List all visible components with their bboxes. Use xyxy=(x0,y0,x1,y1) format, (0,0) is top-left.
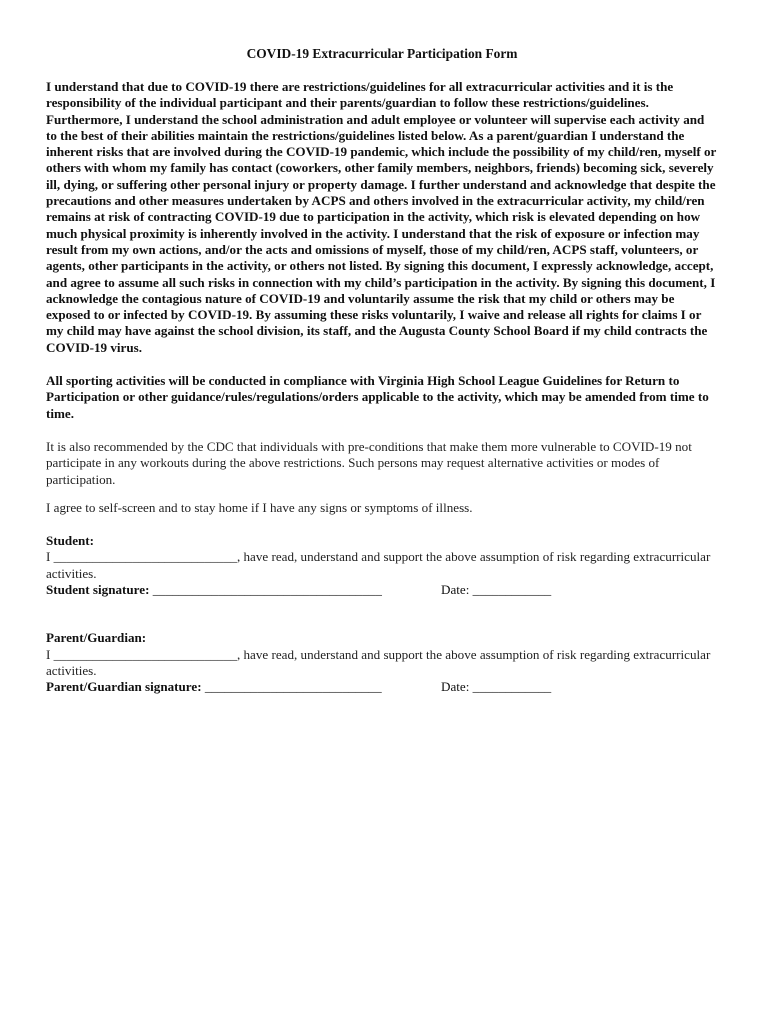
self-screen-paragraph: I agree to self-screen and to stay home if I have any signs or symptoms of illness. xyxy=(46,499,473,515)
parent-section xyxy=(46,630,718,695)
student-heading: Student: xyxy=(46,533,95,549)
student-signature-label: Student signature: xyxy=(46,582,150,598)
student-date-field[interactable]: ____________ xyxy=(472,582,552,598)
student-signature-field[interactable]: ___________________________________ xyxy=(152,582,382,598)
parent-statement: I ____________________________, have read, understand and support the above assumption of risk regarding extracurricular activities. xyxy=(46,646,711,678)
student-statement: I ____________________________, have read, understand and support the above assumption of risk regarding extracurricular activities. xyxy=(46,549,711,581)
parent-heading: Parent/Guardian: xyxy=(46,630,147,646)
student-date-label: Date: xyxy=(441,582,470,598)
vhsl-compliance-paragraph: All sporting activities will be conducted in compliance with Virginia High School League Guidelines for Return to Participation or other guidance/rules/regulations/orders applicable to the activity, which may be amended from time to time. xyxy=(46,373,709,421)
student-section xyxy=(46,533,718,598)
page-title: COVID-19 Extracurricular Participation Form xyxy=(246,46,518,61)
parent-date-label: Date: xyxy=(441,679,470,695)
parent-signature-field[interactable]: ___________________________ xyxy=(204,679,382,695)
cdc-recommendation-paragraph: It is also recommended by the CDC that individuals with pre-conditions that make them more vulnerable to COVID-19 not participate in any workouts during the above restrictions. Such persons may request alternative activities or modes of participation. xyxy=(46,438,692,487)
parent-date-field[interactable]: ____________ xyxy=(472,679,552,695)
parent-signature-row xyxy=(46,679,718,695)
student-signature-row xyxy=(46,582,718,598)
parent-signature-label: Parent/Guardian signature: xyxy=(46,679,202,695)
risk-acknowledgement-paragraph: I understand that due to COVID-19 there are restrictions/guidelines for all extracurricular activities and it is the responsibility of the individual participant and their parents/guardian to follow these restrictions/guidelines. Furthermore, I understand the school administration and adult employee or volunteer will supervise each activity and to the best of their abilities maintain the restrictions/guidelines listed below. As a parent/guardian I understand the inherent risks that are involved during the COVID-19 pandemic, which include the possibility of my child/ren, myself or others with whom my family has contact (coworkers, other family members, neighbors, friends) becoming sick, severely ill, dying, or suffering other personal injury or property damage. I further understand and acknowledge that despite the precautions and other measures undertaken by ACPS and others involved in the extracurricular activity, my child/ren remains at risk of contracting COVID-19 due to participation in the activity, which risk is elevated depending on how much physical proximity is inherently involved in the activity. I understand that the risk of exposure or infection may result from my own actions, and/or the acts and omissions of myself, those of my child/ren, ACPS staff, volunteers, or agents, other participants in the activity, or others not listed. By signing this document, I expressly acknowledge, accept, and agree to assume all such risks in connection with my child’s participation in the activity. By signing this document, I acknowledge the contagious nature of COVID-19 and voluntarily assume the risk that my child or others may be exposed to or infected by COVID-19. By assuming these risks voluntarily, I waive and release all rights for claims I or my child may have against the school division, its staff, and the Augusta County School Board if my child contracts the COVID-19 virus. xyxy=(46,79,717,355)
